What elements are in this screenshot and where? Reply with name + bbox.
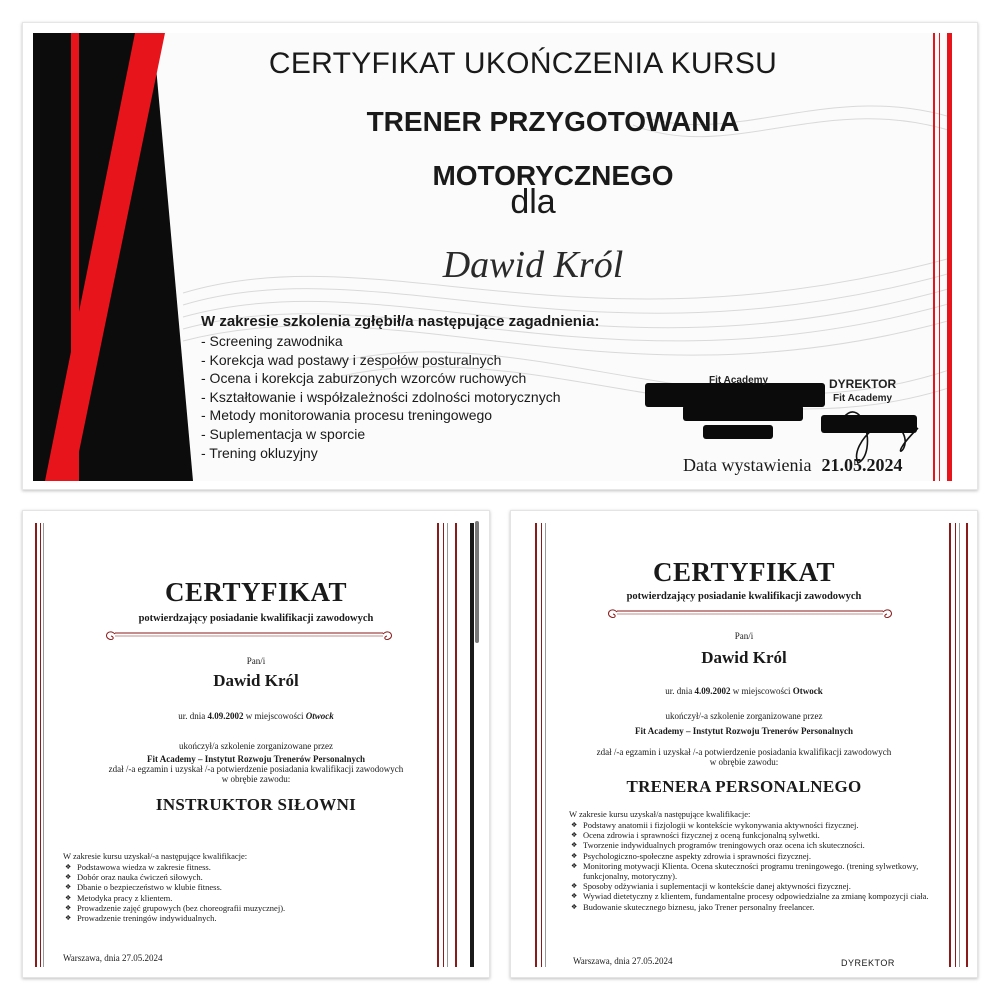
- redaction-block: [821, 415, 917, 433]
- list-item: ❖ Dobór oraz nauka ćwiczeń siłowych.: [63, 872, 403, 882]
- list-item: - Suplementacja w sporcie: [201, 425, 366, 442]
- issue-date-value: 21.05.2024: [821, 455, 903, 475]
- list-item: - Ocena i korekcja zaburzonych wzorców ruchowych: [201, 370, 527, 387]
- gym-instructor-certificate: [22, 510, 490, 978]
- list-item: ❖ Psychologiczno-społeczne aspekty zdrowia i sprawności fizycznej.: [569, 851, 929, 861]
- top-for-word: dla: [510, 183, 556, 221]
- top-certificate: [22, 22, 978, 490]
- certificate-subtitle: potwierdzający posiadanie kwalifikacji zawodowych: [626, 591, 862, 602]
- list-item: ❖ Podstawy anatomii i fizjologii w kontekście wykonywania aktywności fizycznej.: [569, 820, 929, 830]
- organizer: Fit Academy – Instytut Rozwoju Trenerów Personalnych: [635, 726, 853, 736]
- birth-middle: w miejscowości: [245, 711, 304, 721]
- top-issue-date: [683, 455, 902, 476]
- list-item: ❖ Monitoring motywacji Klienta. Ocena skuteczności programu treningowego. (trening sylwetkowy, funkcjonalny, motoryczny).: [569, 861, 929, 881]
- birth-middle: w miejscowości: [732, 686, 791, 696]
- profession: TRENERA PERSONALNEGO: [626, 777, 862, 796]
- personal-trainer-certificate: [510, 510, 978, 978]
- list-item: - Korekcja wad postawy i zespołów posturalnych: [201, 351, 502, 368]
- top-recipient-name: Dawid Król: [442, 244, 624, 286]
- birth-info: [23, 711, 489, 721]
- top-course-line-1: TRENER PRZYGOTOWANIA: [366, 106, 740, 137]
- qualifications-heading: W zakresie kursu uzyskał/a następujące kwalifikacje:: [569, 809, 751, 819]
- list-item: - Metody monitorowania procesu treningowego: [201, 407, 493, 424]
- list-item: ❖ Ocena zdrowia i sprawności fizycznej z oceną funkcjonalną sylwetki.: [569, 830, 929, 840]
- top-certificate-title: CERTYFIKAT UKOŃCZENIA KURSU: [268, 47, 778, 80]
- exam-text: zdał /-a egzamin i uzyskał /-a potwierdzenie posiadania kwalifikacji zawodowych: [108, 764, 404, 774]
- list-item: ❖ Dbanie o bezpieczeństwo w klubie fitness.: [63, 882, 403, 892]
- list-item: ❖ Wywiad dietetyczny z klientem, fundamentalne procesy odpowiedzialne za zmianę kompozycji ciała.: [569, 891, 929, 901]
- certificate-title: CERTYFIKAT: [652, 557, 836, 587]
- exam-text: zdał /-a egzamin i uzyskał /-a potwierdzenie posiadania kwalifikacji zawodowych: [596, 747, 892, 757]
- place-date: Warszawa, dnia 27.05.2024: [573, 956, 673, 966]
- qualifications-list: [569, 809, 929, 912]
- qualifications-list: [63, 851, 403, 923]
- list-item: - Kształtowanie i współzależności zdolności motorycznych: [201, 388, 561, 405]
- salutation: Pan/i: [246, 656, 266, 666]
- list-item: - Trening okluzyjny: [201, 444, 318, 461]
- list-item: - Screening zawodnika: [201, 333, 343, 349]
- top-topics-heading: W zakresie szkolenia zgłębił/a następujące zagadnienia:: [201, 313, 600, 330]
- birth-date: 4.09.2002: [207, 711, 244, 721]
- exam-text-2: w obrębie zawodu:: [709, 757, 779, 767]
- organizer: Fit Academy – Instytut Rozwoju Trenerów Personalnych: [147, 754, 365, 764]
- top-course-line-2: MOTORYCZNEGO: [432, 160, 674, 191]
- birth-place: Otwock: [792, 686, 823, 696]
- redaction-block: [703, 425, 773, 439]
- list-item: ❖ Tworzenie indywidualnych programów treningowych oraz ocena ich skuteczności.: [569, 840, 929, 850]
- birth-prefix: ur. dnia: [665, 686, 693, 696]
- recipient-name: Dawid Król: [701, 648, 787, 667]
- redaction-block: [645, 383, 825, 407]
- top-topics-list: [201, 313, 631, 462]
- certificate-title: CERTYFIKAT: [164, 577, 348, 607]
- issuer-label: Fit Academy: [709, 375, 769, 386]
- certificate-subtitle: potwierdzający posiadanie kwalifikacji zawodowych: [138, 613, 374, 624]
- director-label: DYREKTOR: [841, 958, 895, 968]
- birth-place: Otwock: [305, 711, 334, 721]
- list-item: ❖ Budowanie skutecznego biznesu, jako Trener personalny freelancer.: [569, 902, 929, 912]
- profession: INSTRUKTOR SIŁOWNI: [155, 795, 357, 814]
- issue-date-label: Data wystawienia: [683, 455, 812, 475]
- place-date: Warszawa, dnia 27.05.2024: [63, 953, 163, 963]
- completed-text: ukończył/a szkolenie zorganizowane przez: [178, 741, 333, 751]
- qualifications-heading: W zakresie kursu uzyskał/-a następujące kwalifikacje:: [63, 851, 248, 861]
- birth-info: [511, 686, 977, 696]
- birth-date: 4.09.2002: [694, 686, 731, 696]
- salutation: Pan/i: [734, 631, 754, 641]
- top-certificate-inner: [33, 33, 969, 481]
- director-org-label: Fit Academy: [833, 393, 893, 404]
- list-item: ❖ Podstawowa wiedza w zakresie fitness.: [63, 862, 403, 872]
- list-item: ❖ Sposoby odżywiania i suplementacji w kontekście danej aktywności fizycznej.: [569, 881, 929, 891]
- birth-prefix: ur. dnia: [178, 711, 206, 721]
- list-item: ❖ Prowadzenie zajęć grupowych (bez choreografii muzycznej).: [63, 903, 403, 913]
- redaction-block: [683, 405, 803, 421]
- list-item: ❖ Metodyka pracy z klientem.: [63, 893, 403, 903]
- completed-text: ukończył/-a szkolenie zorganizowane przez: [665, 711, 823, 721]
- exam-text-2: w obrębie zawodu:: [221, 774, 291, 784]
- list-item: ❖ Prowadzenie treningów indywidualnych.: [63, 913, 403, 923]
- recipient-name: Dawid Król: [213, 671, 299, 690]
- director-label: DYREKTOR: [829, 377, 897, 391]
